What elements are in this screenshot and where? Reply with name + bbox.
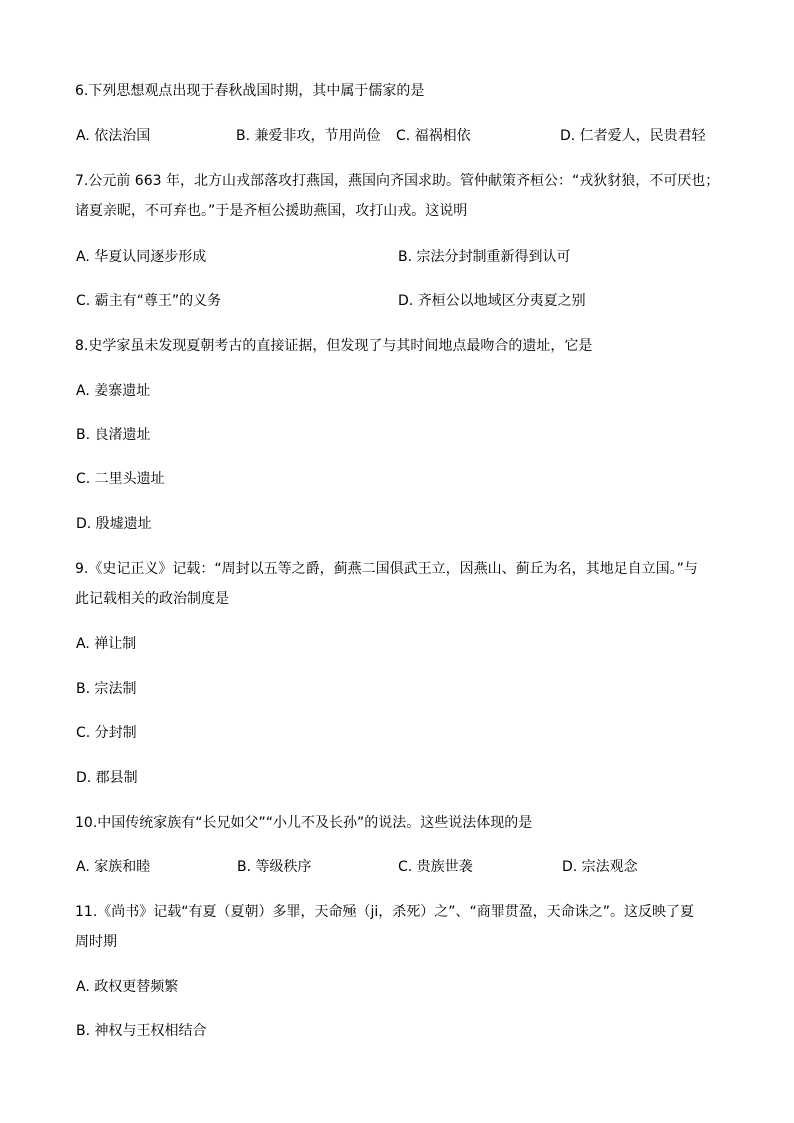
question-10-stem: 10.中国传统家族有“长兄如父”“小儿不及长孙”的说法。这些说法体现的是 [75,815,533,831]
question-11-stem-line-1: 11.《尚书》记载“有夏（夏朝）多罪，天命殛（ji，杀死）之”、“商罪贯盈，天命诛之”。这反映了夏 [75,904,695,920]
option-b[interactable]: B. 良渚遗址 [76,427,151,443]
option-c[interactable]: C. 霸主有“尊王”的义务 [76,293,222,309]
question-6-options [76,126,716,146]
option-b[interactable]: B. 神权与王权相结合 [76,1023,207,1039]
option-b[interactable]: B. 等级秩序 [237,859,312,875]
option-c[interactable]: C. 贵族世袭 [398,859,473,875]
question-8-stem: 8.史学家虽未发现夏朝考古的直接证据，但发现了与其时间地点最吻合的遗址，它是 [75,338,593,354]
option-c[interactable]: C. 分封制 [76,725,137,741]
question-9-stem-line-2: 此记载相关的政治制度是 [75,591,229,607]
option-a[interactable]: A. 禅让制 [76,636,137,652]
question-7-options-row-1 [76,247,716,267]
question-7-stem-line-1: 7.公元前 663 年，北方山戎部落攻打燕国，燕国向齐国求助。管仲献策齐桓公：“戎狄豺狼，不可厌也； [75,173,720,189]
option-b[interactable]: B. 宗法分封制重新得到认可 [398,249,571,265]
question-7-stem-line-2: 诸夏亲昵，不可弃也。”于是齐桓公援助燕国，攻打山戎。这说明 [75,203,468,219]
question-9-stem-line-1: 9.《史记正义》记载：“周封以五等之爵，蓟燕二国俱武王立，因燕山、蓟丘为名，其地足自立国。”与 [75,561,698,577]
option-c[interactable]: C. 二里头遗址 [76,471,165,487]
option-b[interactable]: B. 兼爱非攻，节用尚俭 [236,128,381,144]
option-b[interactable]: B. 宗法制 [76,681,137,697]
question-10-options [76,857,716,877]
option-c[interactable]: C. 福祸相依 [396,128,471,144]
option-a[interactable]: A. 依法治国 [76,128,151,144]
option-a[interactable]: A. 政权更替频繁 [76,979,179,995]
option-a[interactable]: A. 家族和睦 [76,859,151,875]
option-d[interactable]: D. 郡县制 [76,770,138,786]
option-d[interactable]: D. 宗法观念 [562,859,638,875]
question-7-options-row-2 [76,291,716,311]
option-d[interactable]: D. 仁者爱人，民贵君轻 [560,128,706,144]
question-6-stem: 6.下列思想观点出现于春秋战国时期，其中属于儒家的是 [75,83,425,99]
option-a[interactable]: A. 姜寨遗址 [76,383,151,399]
option-a[interactable]: A. 华夏认同逐步形成 [76,249,207,265]
question-11-stem-line-2: 周时期 [75,934,117,950]
option-d[interactable]: D. 殷墟遗址 [76,516,152,532]
option-d[interactable]: D. 齐桓公以地域区分夷夏之别 [398,293,586,309]
